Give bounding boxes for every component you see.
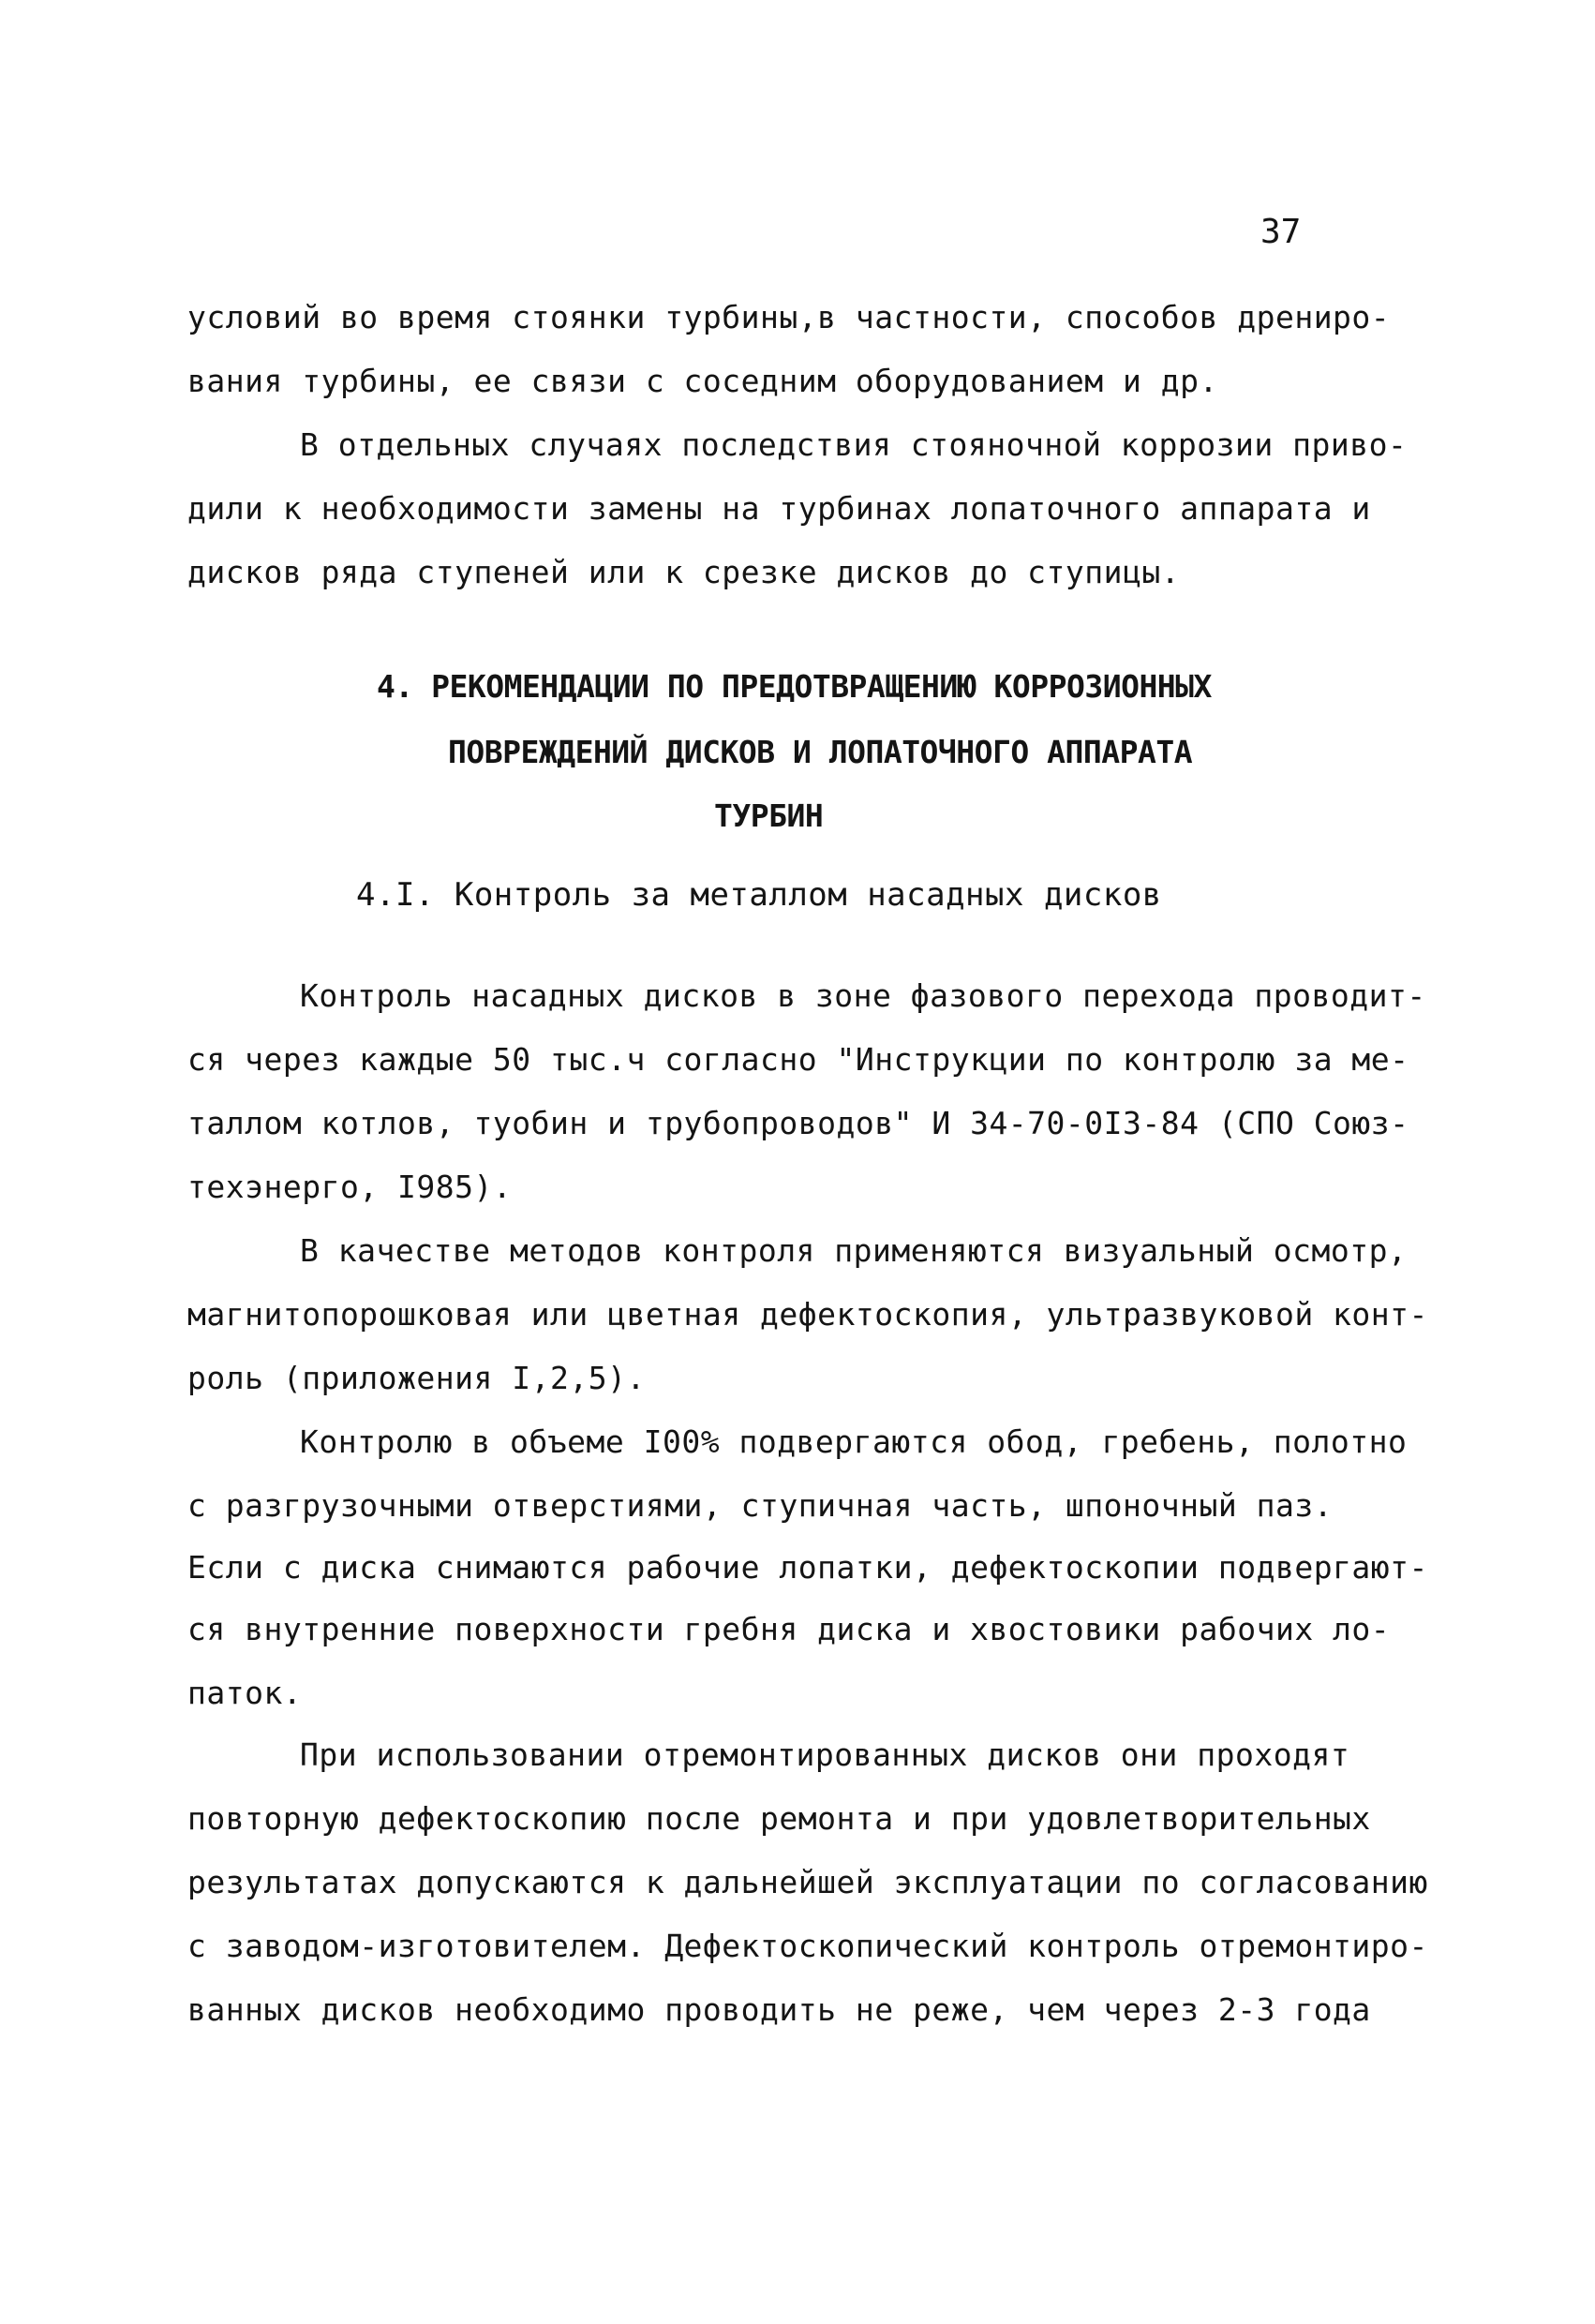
text-line: ся внутренние поверхности гребня диска и хвостовики рабочих ло- — [187, 1611, 1391, 1647]
text-line: В качестве методов контроля применяются визуальный осмотр, — [300, 1232, 1408, 1269]
text-line: Если с диска снимаются рабочие лопатки, дефектоскопии подвергают- — [187, 1549, 1428, 1586]
text-line: ся через каждые 50 тыс.ч согласно "Инструкции по контролю за ме- — [187, 1041, 1409, 1078]
text-line: вания турбины, ее связи с соседним оборудованием и др. — [187, 363, 1218, 399]
section-heading-line: 4. РЕКОМЕНДАЦИИ ПО ПРЕДОТВРАЩЕНИЮ КОРРОЗИОННЫХ — [377, 668, 1212, 705]
page-number: 37 — [1260, 213, 1302, 251]
text-line: Контролю в объеме I00% подвергаются обод, гребень, полотно — [300, 1423, 1408, 1460]
subsection-heading: 4.I. Контроль за металлом насадных дисков — [356, 876, 1162, 914]
text-line: роль (приложения I,2,5). — [187, 1360, 646, 1396]
text-line: Контроль насадных дисков в зоне фазового перехода проводит- — [300, 977, 1426, 1014]
text-line: таллом котлов, туобин и трубопроводов" И 34-70-0I3-84 (СПО Союз- — [187, 1105, 1409, 1141]
text-line: При использовании отремонтированных дисков они проходят — [300, 1736, 1350, 1773]
text-line: с заводом-изготовителем. Дефектоскопический контроль отремонтиро- — [187, 1928, 1428, 1964]
text-line: паток. — [187, 1675, 303, 1711]
section-heading-line: ПОВРЕЖДЕНИЙ ДИСКОВ И ЛОПАТОЧНОГО АППАРАТА — [448, 734, 1193, 770]
text-line: дили к необходимости замены на турбинах лопаточного аппарата и — [187, 490, 1371, 527]
text-line: результатах допускаются к дальнейшей эксплуатации по согласованию — [187, 1864, 1428, 1900]
text-line: дисков ряда ступеней или к срезке дисков до ступицы. — [187, 554, 1181, 590]
text-line: повторную дефектоскопию после ремонта и при удовлетворительных — [187, 1800, 1371, 1837]
text-line: магнитопорошковая или цветная дефектоскопия, ультразвуковой конт- — [187, 1296, 1428, 1333]
section-heading-line: ТУРБИН — [714, 797, 824, 834]
text-line: техэнерго, I985). — [187, 1169, 513, 1205]
text-line: с разгрузочными отверстиями, ступичная часть, шпоночный паз. — [187, 1487, 1334, 1524]
text-line: ванных дисков необходимо проводить не реже, чем через 2-3 года — [187, 1991, 1371, 2028]
text-line: В отдельных случаях последствия стояночной коррозии приво- — [300, 426, 1408, 463]
text-line: условий во время стоянки турбины,в частности, способов дрениро- — [187, 299, 1391, 335]
